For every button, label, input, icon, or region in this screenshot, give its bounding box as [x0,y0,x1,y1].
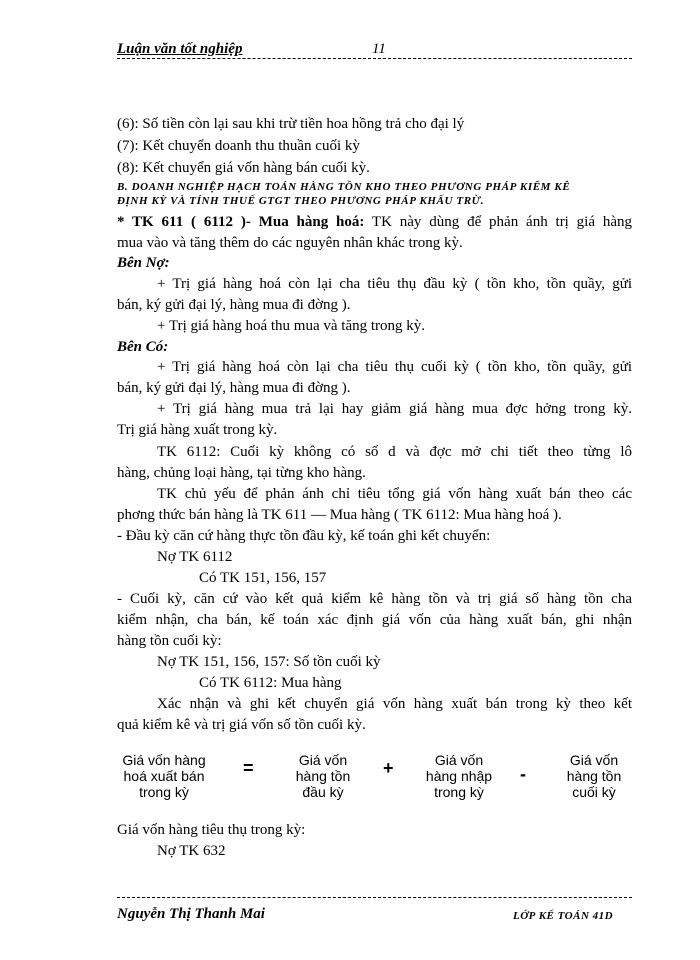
text-line-8: (8): Kết chuyển giá vốn hàng bán cuối kỳ. [117,160,370,176]
entry-dau-ky-co: Có TK 151, 156, 157 [199,570,327,586]
ben-co-item-2b: Trị giá hàng xuất trong kỳ. [117,422,278,438]
ben-co-item-1b: bán, ký gửi đại lý, hàng mua đi đờng ). [117,380,351,396]
formula-term-ton-cuoi-ky: Giá vốn hàng tồn cuối kỳ [566,752,622,800]
ben-no-item-1b: bán, ký gửi đại lý, hàng mua đi đờng ). [117,297,351,313]
tk611-definition-2: mua vào và tăng thêm do các nguyên nhân khác trong kỳ. [117,235,463,251]
section-b-heading-2: ĐỊNH KỲ VÀ TÍNH THUẾ GTGT THEO PHƯƠNG PHÁP KHẤU TRỪ. [117,195,485,207]
entry-cuoi-ky-b: kiểm nhận, cha bán, kế toán xác định giá vốn của hàng xuất bán, ghi nhận [117,612,632,628]
formula-equals: = [243,758,254,778]
formula-plus: + [383,758,394,778]
formula-minus: - [520,764,526,784]
ben-no-item-1a: + Trị giá hàng hoá còn lại cha tiêu thụ đầu kỳ ( tồn kho, tồn quầy, gửi [157,276,632,292]
paragraph-tk-chu-yeu-b: phơng thức bán hàng là TK 611 — Mua hàng ( TK 6112: Mua hàng hoá ). [117,507,562,523]
ben-co-item-2a: + Trị giá hàng mua trả lại hay giảm giá hàng mua đợc hởng trong kỳ. [157,401,632,417]
text-line-6: (6): Số tiền còn lại sau khi trừ tiền hoa hồng trả cho đại lý [117,116,465,132]
gia-von-tieu-thu-heading: Giá vốn hàng tiêu thụ trong kỳ: [117,822,306,838]
paragraph-xac-nhan-b: quả kiểm kê và trị giá vốn số tồn cuối kỳ. [117,717,366,733]
header-title: Luận văn tốt nghiệp [117,41,243,57]
entry-cuoi-ky-c: hàng tồn cuối kỳ: [117,633,222,649]
paragraph-tk6112-a: TK 6112: Cuối kỳ không có số d và đợc mở chi tiết theo từng lô [157,444,632,460]
gia-von-tieu-thu-no: Nợ TK 632 [157,843,226,859]
entry-cuoi-ky-co: Có TK 6112: Mua hàng [199,675,342,691]
paragraph-tk6112-b: hàng, chủng loại hàng, tại từng kho hàng. [117,465,366,481]
formula-term-nhap-trong-ky: Giá vốn hàng nhập trong kỳ [425,752,493,800]
entry-dau-ky-no: Nợ TK 6112 [157,549,233,565]
entry-cuoi-ky-no: Nợ TK 151, 156, 157: Số tồn cuối kỳ [157,654,381,670]
formula-term-gia-von-xuat-ban: Giá vốn hàng hoá xuất bán trong kỳ [122,752,206,800]
entry-cuoi-ky-a: - Cuối kỳ, căn cứ vào kết quả kiểm kê hàng tồn và trị giá số hàng tồn cha [117,591,632,607]
section-b-heading-1: B. DOANH NGHIỆP HẠCH TOÁN HÀNG TỒN KHO THEO PHƯƠNG PHÁP KIỂM KÊ [117,181,571,193]
formula-term-ton-dau-ky: Giá vốn hàng tồn đầu kỳ [295,752,351,800]
ben-co-item-1a: + Trị giá hàng hoá còn lại cha tiêu thụ cuối kỳ ( tồn kho, tồn quầy, gửi [157,359,632,375]
text-line-7: (7): Kết chuyển doanh thu thuần cuối kỳ [117,138,360,154]
paragraph-xac-nhan-a: Xác nhận và ghi kết chuyển giá vốn hàng xuất bán trong kỳ theo kết [157,696,632,712]
page-number: 11 [372,41,386,57]
tk611-title: * TK 611 ( 6112 )- Mua hàng hoá: [117,214,365,230]
header-rule [117,58,632,59]
ben-no-heading: Bên Nợ: [117,255,170,271]
footer-author: Nguyễn Thị Thanh Mai [117,906,265,922]
footer-class: LỚP KẾ TOÁN 41D [513,910,614,922]
tk611-definition: * TK 611 ( 6112 )- Mua hàng hoá: TK này dùng để phản ánh trị giá hàng [117,214,632,230]
ben-no-item-2: + Trị giá hàng hoá thu mua và tăng trong kỳ. [157,318,426,334]
footer-rule [117,897,632,898]
paragraph-tk-chu-yeu-a: TK chủ yếu để phản ánh chỉ tiêu tổng giá vốn hàng xuất bán theo các [157,486,632,502]
ben-co-heading: Bên Có: [117,339,169,355]
entry-dau-ky: - Đầu kỳ căn cứ hàng thực tồn đầu kỳ, kế toán ghi kết chuyển: [117,528,491,544]
